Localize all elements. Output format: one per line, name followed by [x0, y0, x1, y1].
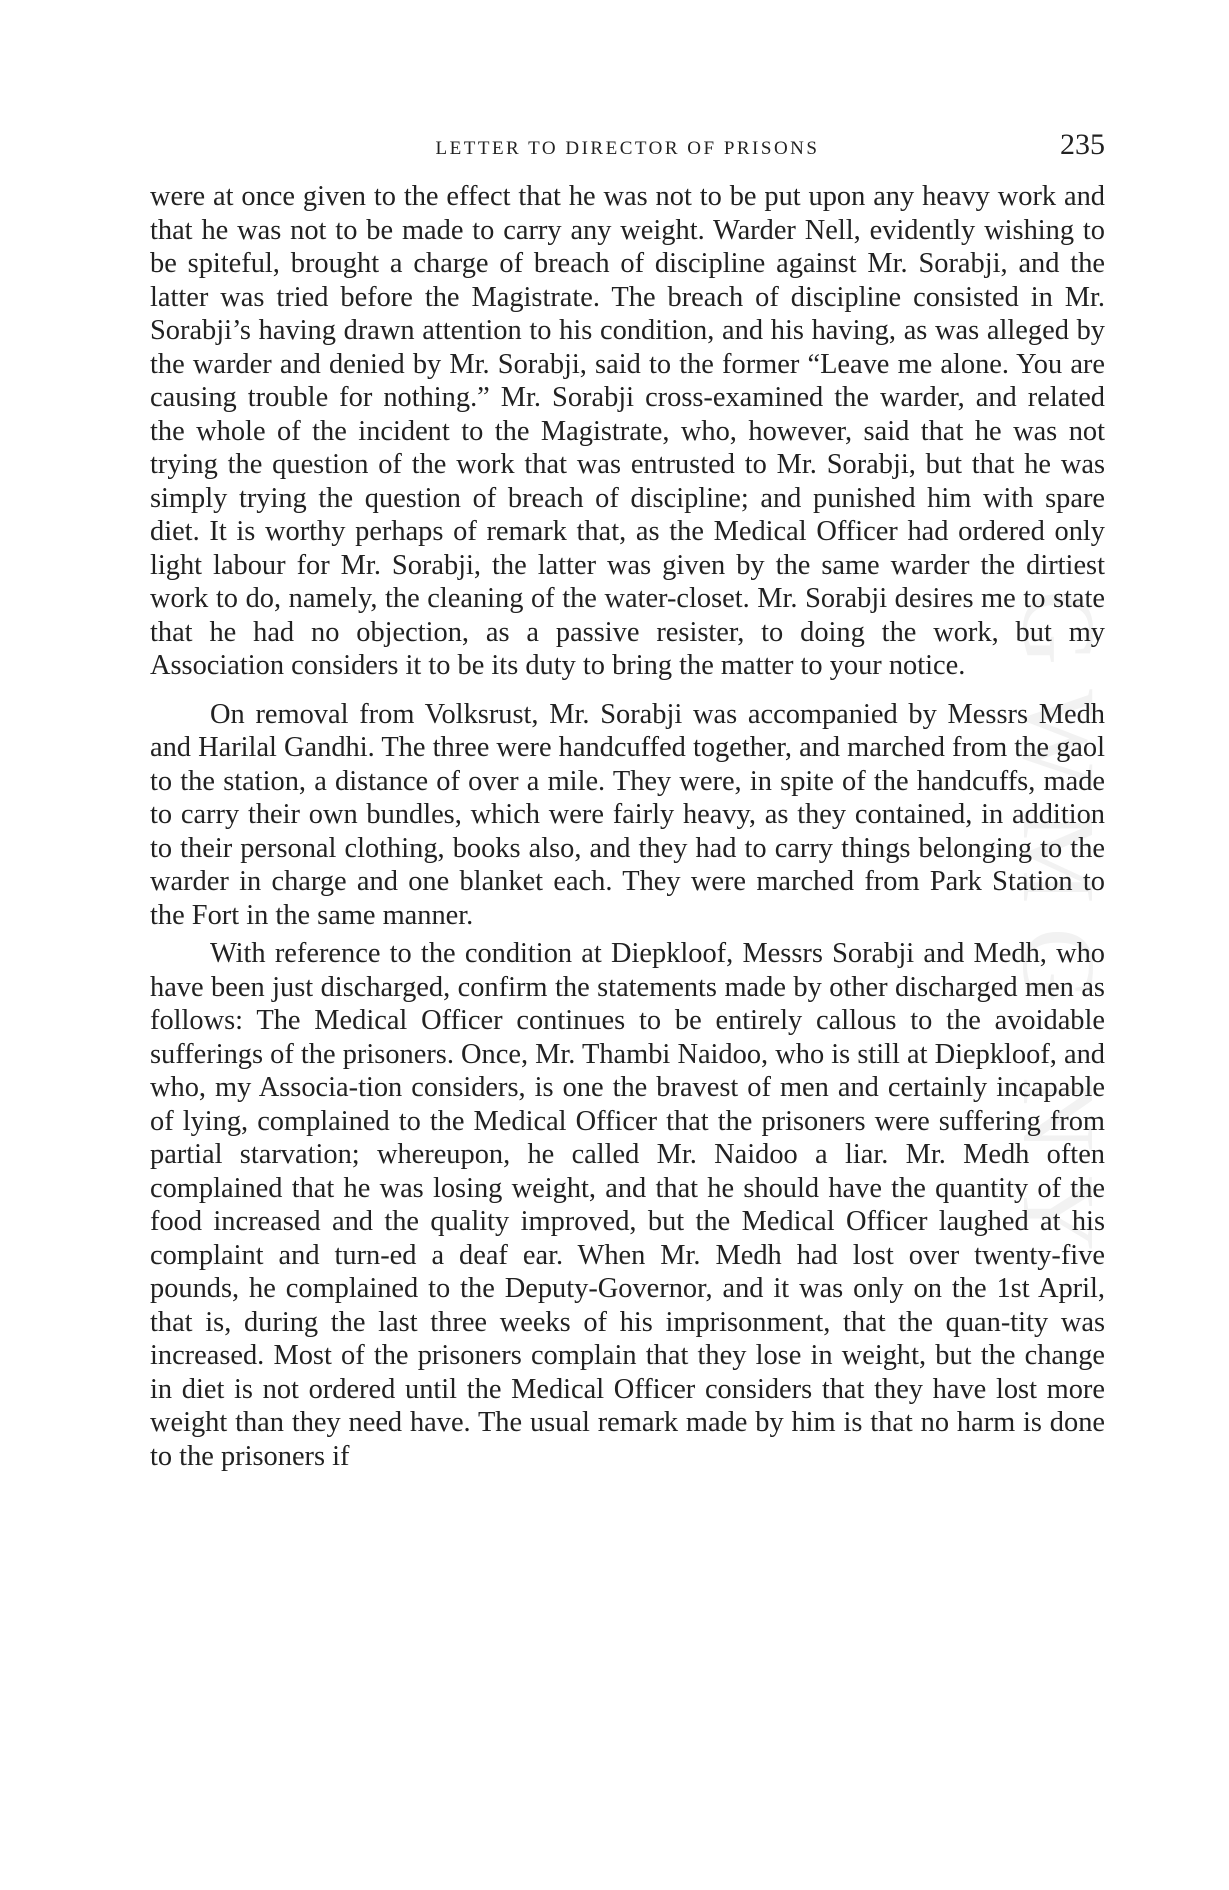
watermark: GWMG NY [1001, 590, 1116, 1276]
body-text [150, 180, 1105, 1473]
page-header [150, 128, 1105, 168]
paragraph: On removal from Volksrust, Mr. Sorabji was accompanied by Messrs Medh and Harilal Gandhi. The three were handcuffed together, and marched from the gaol to the station, a distance of over a mile. They were, in spite of the handcuffs, made to carry their own bundles, which were fairly heavy, as they contained, in addition to their personal clothing, books also, and they had to carry things belonging to the warder in charge and one blanket each. They were marched from Park Station to the Fort in the same manner. [150, 698, 1105, 931]
paragraph: With reference to the condition at Diepkloof, Messrs Sorabji and Medh, who have been just discharged, confirm the statements made by other discharged men as follows: The Medical Officer continues to be entirely callous to the avoidable sufferings of the prisoners. Once, Mr. Thambi Naidoo, who is still at Diepkloof, and who, my Associa-tion considers, is one the bravest of men and certainly incapable of lying, complained to the Medical Officer that the prisoners were suffering from partial starvation; whereupon, he called Mr. Naidoo a liar. Mr. Medh often complained that he was losing weight, and that he should have the quantity of the food increased and the quality improved, but the Medical Officer laughed at his complaint and turn-ed a deaf ear. When Mr. Medh had lost over twenty-five pounds, he complained to the Deputy-Governor, and it was only on the 1st April, that is, during the last three weeks of his imprisonment, that the quan-tity was increased. Most of the prisoners complain that they lose in weight, but the change in diet is not ordered until the Medical Officer considers that they have lost more weight than they need have. The usual remark made by him is that no harm is done to the prisoners if [150, 938, 1105, 1472]
page-number: 235 [1060, 128, 1105, 161]
running-head: LETTER TO DIRECTOR OF PRISONS [435, 138, 820, 159]
paragraph: were at once given to the effect that he was not to be put upon any heavy work and that he was not to be made to carry any weight. Warder Nell, evidently wishing to be spiteful, brought a charge of breach of discipline against Mr. Sorabji, and the latter was tried before the Magistrate. The breach of discipline consisted in Mr. Sorabji’s having drawn attention to his condition, and his having, as was alleged by the warder and denied by Mr. Sorabji, said to the former “Leave me alone. You are causing trouble for nothing.” Mr. Sorabji cross-examined the warder, and related the whole of the incident to the Magistrate, who, however, said that he was not trying the question of the work that was entrusted to Mr. Sorabji, but that he was simply trying the question of breach of discipline; and punished him with spare diet. It is worthy perhaps of remark that, as the Medical Officer had ordered only light labour for Mr. Sorabji, the latter was given by the same warder the dirtiest work to do, namely, the cleaning of the water-closet. Mr. Sorabji desires me to state that he had no objection, as a passive resister, to doing the work, but my Association considers it to be its duty to bring the matter to your notice. [150, 181, 1105, 681]
